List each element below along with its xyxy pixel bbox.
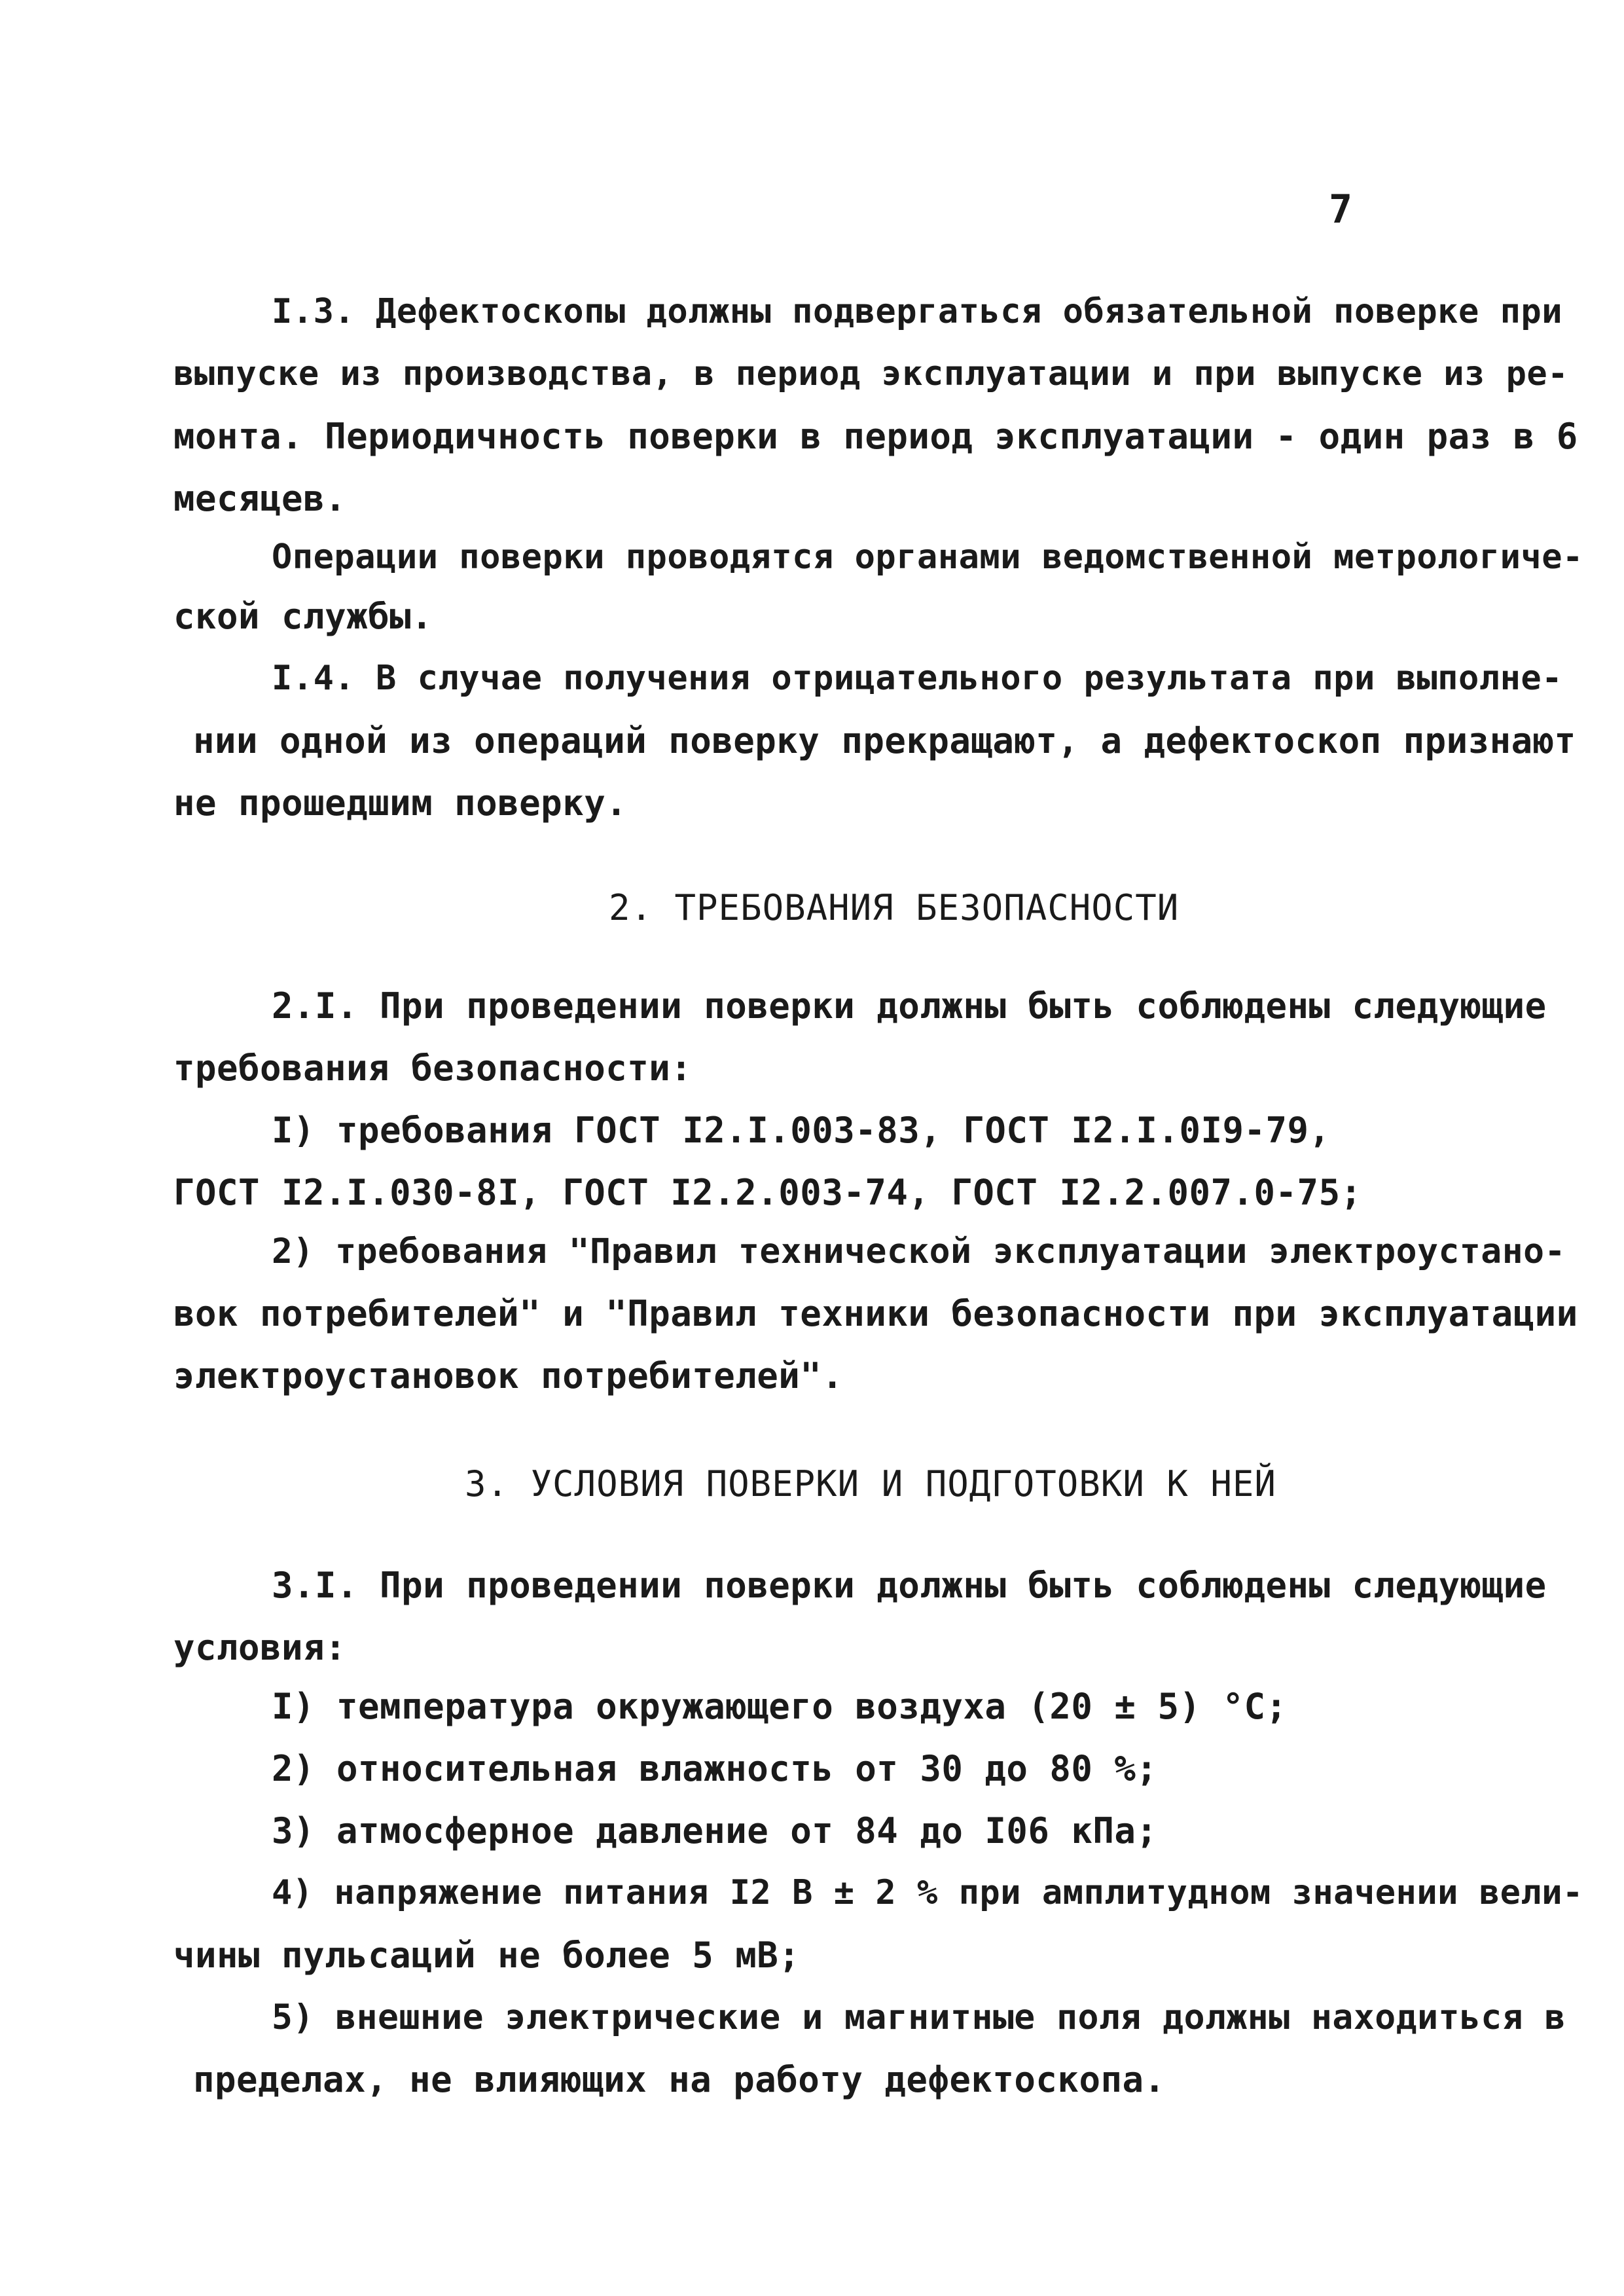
section-heading: 2. ТРЕБОВАНИЯ БЕЗОПАСНОСТИ bbox=[609, 887, 1180, 928]
paragraph-line: вок потребителей" и "Правил техники безопасности при эксплуатации bbox=[173, 1293, 1578, 1334]
section-heading: 3. УСЛОВИЯ ПОВЕРКИ И ПОДГОТОВКИ К НЕЙ bbox=[465, 1463, 1276, 1504]
list-item: 5) внешние электрические и магнитные поля должны находиться в bbox=[272, 1997, 1566, 2037]
paragraph-line: требования безопасности: bbox=[173, 1048, 693, 1089]
paragraph-line: пределах, не влияющих на работу дефектоскопа. bbox=[193, 2059, 1166, 2100]
paragraph-line: выпуске из производства, в период эксплуатации и при выпуске из ре- bbox=[173, 354, 1569, 393]
paragraph-line: нии одной из операций поверку прекращают, а дефектоскоп признают bbox=[193, 720, 1576, 761]
paragraph-line: I.4. В случае получения отрицательного результата при выполне- bbox=[272, 659, 1563, 698]
paragraph-line: 3.I. При проведении поверки должны быть соблюдены следующие bbox=[272, 1565, 1547, 1606]
list-item: 2) требования "Правил технической эксплуатации электроустано- bbox=[272, 1231, 1566, 1271]
paragraph-line: ГОСТ I2.I.030-8I, ГОСТ I2.2.003-74, ГОСТ I2.2.007.0-75; bbox=[173, 1172, 1362, 1213]
paragraph-line: 2.I. При проведении поверки должны быть соблюдены следующие bbox=[272, 985, 1547, 1027]
paragraph-line: ской службы. bbox=[173, 596, 433, 637]
paragraph-line: месяцев. bbox=[173, 478, 347, 519]
list-item: I) требования ГОСТ I2.I.003-83, ГОСТ I2.I.0I9-79, bbox=[272, 1110, 1331, 1151]
paragraph-line: чины пульсаций не более 5 мВ; bbox=[173, 1935, 801, 1976]
paragraph-line: условия: bbox=[173, 1627, 347, 1668]
list-item: 4) напряжение питания I2 В ± 2 % при амплитудном значении вели- bbox=[272, 1873, 1583, 1912]
paragraph-line: электроустановок потребителей". bbox=[173, 1355, 844, 1396]
list-item: 2) относительная влажность от 30 до 80 %; bbox=[272, 1748, 1158, 1789]
list-item: I) температура окружающего воздуха (20 ± 5) °С; bbox=[272, 1686, 1288, 1727]
paragraph-line: не прошедшим поверку. bbox=[173, 782, 628, 824]
paragraph-line: монта. Периодичность поверки в период эксплуатации - один раз в 6 bbox=[173, 416, 1578, 457]
paragraph-line: Операции поверки проводятся органами ведомственной метрологиче- bbox=[272, 538, 1583, 577]
list-item: 3) атмосферное давление от 84 до I06 кПа; bbox=[272, 1810, 1158, 1851]
paragraph-line: I.3. Дефектоскопы должны подвергаться обязательной поверке при bbox=[272, 292, 1563, 331]
page-number: 7 bbox=[1329, 187, 1353, 232]
